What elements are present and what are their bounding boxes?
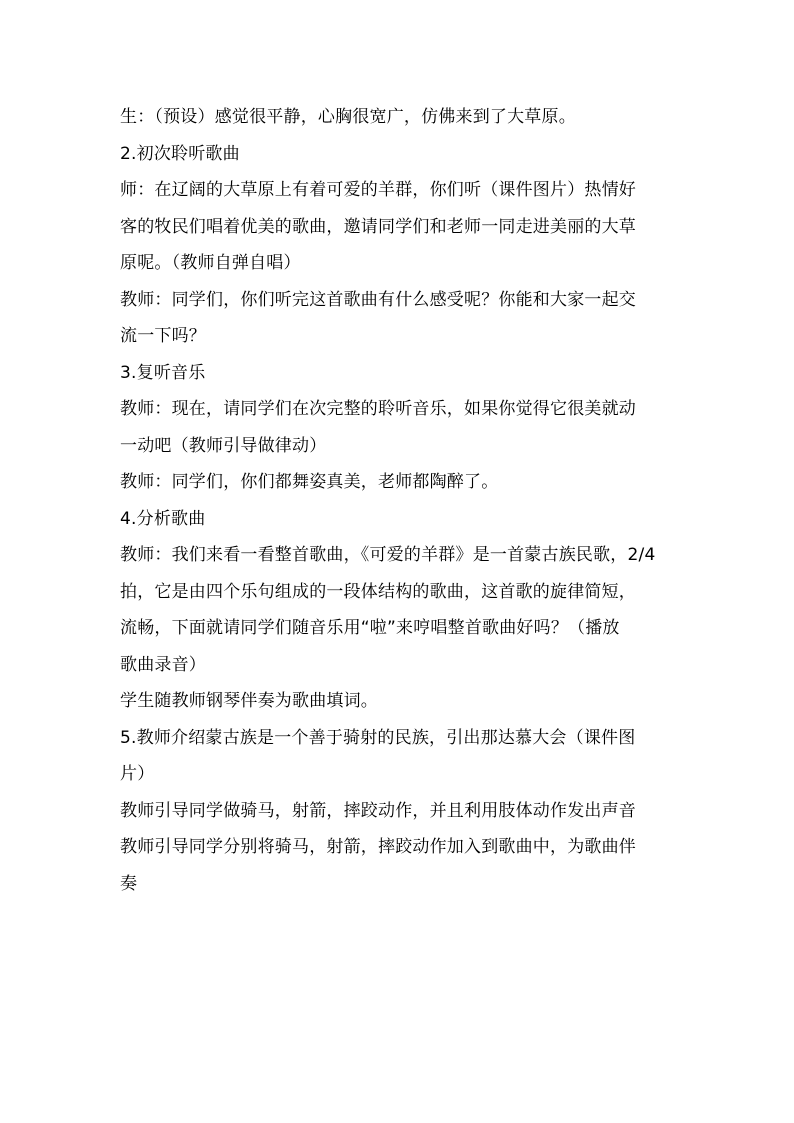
text-line: 奏 <box>120 873 138 894</box>
section-heading: 2.初次聆听歌曲 <box>120 143 240 164</box>
section-heading: 3.复听音乐 <box>120 362 206 383</box>
text-line: 原呢。（教师自弹自唱） <box>120 253 301 273</box>
text-line: 歌曲录音） <box>120 654 206 675</box>
text-line: 师：在辽阔的大草原上有着可爱的羊群，你们听（课件图片）热情好 <box>120 180 636 200</box>
text-line: 一动吧（教师引导做律动） <box>120 435 327 456</box>
document-body <box>120 99 680 902</box>
text-line: 流畅，下面就请同学们随音乐用“啦”来哼唱整首歌曲好吗？（播放 <box>120 618 620 638</box>
text-line: 教师：同学们，你们听完这首歌曲有什么感受呢？你能和大家一起交 <box>120 289 636 310</box>
text-line: 流一下吗？ <box>120 326 206 346</box>
section-heading: 5.教师介绍蒙古族是一个善于骑射的民族，引出那达慕大会（课件图 <box>120 727 636 748</box>
section-heading: 4.分析歌曲 <box>120 508 206 529</box>
text-line: 教师：我们来看一看整首歌曲，《可爱的羊群》是一首蒙古族民歌，2/4 <box>120 545 656 565</box>
text-line: 客的牧民们唱着优美的歌曲，邀请同学们和老师一同走进美丽的大草 <box>120 216 636 237</box>
text-line: 生：（预设）感觉很平静，心胸很宽广，仿佛来到了大草原。 <box>120 107 576 127</box>
text-line: 教师引导同学做骑马，射箭，摔跤动作，并且利用肢体动作发出声音 <box>120 800 636 821</box>
text-line: 学生随教师钢琴伴奏为歌曲填词。 <box>120 691 378 711</box>
text-line: 拍，它是由四个乐句组成的一段体结构的歌曲，这首歌的旋律简短， <box>120 581 636 602</box>
text-line: 教师：现在，请同学们在次完整的聆听音乐，如果你觉得它很美就动 <box>120 399 636 419</box>
text-line: 教师：同学们，你们都舞姿真美，老师都陶醉了。 <box>120 472 499 492</box>
text-line: 教师引导同学分别将骑马，射箭，摔跤动作加入到歌曲中，为歌曲伴 <box>120 837 636 857</box>
text-line: 片） <box>120 764 155 784</box>
